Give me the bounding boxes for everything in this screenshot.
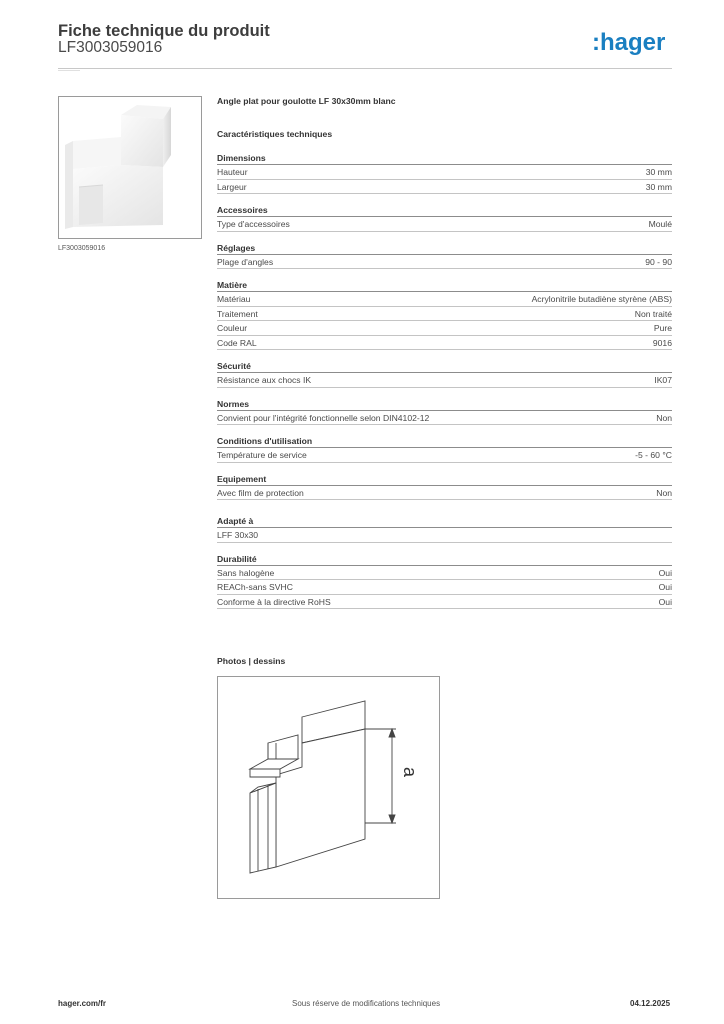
group-title: Adapté à	[217, 514, 672, 528]
group-title: Conditions d'utilisation	[217, 434, 672, 448]
spec-row	[217, 566, 672, 581]
spec-value: Pure	[653, 323, 672, 333]
spec-value: Oui	[658, 567, 672, 578]
spec-row	[217, 217, 672, 232]
spec-value: Non traité	[634, 308, 672, 319]
spec-row	[217, 336, 672, 351]
spec-section	[217, 96, 672, 618]
spec-label: Sans halogène	[217, 567, 275, 578]
spec-value: IK07	[654, 375, 672, 385]
spec-label: Hauteur	[217, 167, 248, 177]
spec-label: Convient pour l'intégrité fonctionnelle selon DIN4102-12	[217, 412, 430, 423]
spec-row	[217, 180, 672, 195]
spec-label: LFF 30x30	[217, 530, 259, 540]
spec-value: Oui	[658, 582, 672, 592]
spec-row	[217, 528, 672, 543]
spec-row	[217, 411, 672, 426]
spec-row	[217, 307, 672, 322]
spec-value: Moulé	[648, 219, 672, 229]
spec-label: Avec film de protection	[217, 487, 304, 498]
group-title: Dimensions	[217, 151, 672, 165]
spec-group-durabilite	[217, 552, 672, 610]
spec-value: 90 - 90	[645, 256, 672, 267]
group-title: Sécurité	[217, 359, 672, 373]
footer-disclaimer: Sous réserve de modifications techniques	[292, 999, 441, 1008]
page-title: Fiche technique du produit	[58, 22, 270, 40]
spec-label: Largeur	[217, 181, 247, 192]
spec-group-securite	[217, 359, 672, 388]
header-divider-accent	[58, 70, 80, 71]
spec-group-conditions	[217, 434, 672, 463]
spec-label: Traitement	[217, 308, 258, 319]
spec-value: 30 mm	[645, 167, 672, 177]
product-name: Angle plat pour goulotte LF 30x30mm blanc	[217, 96, 396, 106]
photos-heading: Photos | dessins	[217, 656, 286, 666]
spec-row	[217, 165, 672, 180]
spec-value: Non	[656, 412, 672, 423]
product-image	[58, 96, 202, 239]
logo-text: :hager	[592, 29, 666, 56]
spec-group-equipement	[217, 472, 672, 501]
spec-group-adapte	[217, 514, 672, 543]
group-title: Normes	[217, 397, 672, 411]
spec-label: Conforme à la directive RoHS	[217, 596, 331, 607]
technical-drawing	[217, 676, 440, 899]
spec-row	[217, 255, 672, 270]
product-image-caption: LF3003059016	[58, 245, 106, 252]
spec-value: Acrylonitrile butadiène styrène (ABS)	[531, 294, 672, 304]
spec-value: 9016	[652, 337, 672, 348]
spec-value: Non	[656, 487, 672, 498]
spec-label: REACh-sans SVHC	[217, 582, 293, 592]
product-reference: LF3003059016	[58, 39, 163, 56]
spec-value: -5 - 60 °C	[635, 450, 672, 460]
spec-row	[217, 373, 672, 388]
spec-label: Température de service	[217, 450, 307, 460]
spec-label: Résistance aux chocs IK	[217, 375, 312, 385]
group-title: Equipement	[217, 472, 672, 486]
header-divider	[58, 68, 672, 69]
group-title: Accessoires	[217, 203, 672, 217]
spec-row	[217, 321, 672, 336]
spec-label: Type d'accessoires	[217, 219, 290, 229]
spec-label: Couleur	[217, 323, 248, 333]
hager-logo	[592, 28, 676, 58]
angle-drawing-icon	[218, 677, 439, 898]
spec-row	[217, 595, 672, 610]
dimension-label: a	[400, 767, 420, 778]
spec-group-accessoires	[217, 203, 672, 232]
spec-label: Code RAL	[217, 337, 257, 348]
spec-group-normes	[217, 397, 672, 426]
spec-label: Plage d'angles	[217, 256, 274, 267]
spec-row	[217, 292, 672, 307]
group-title: Réglages	[217, 241, 672, 255]
spec-value: 30 mm	[645, 181, 672, 192]
spec-row	[217, 580, 672, 595]
spec-row	[217, 448, 672, 463]
footer-website[interactable]: hager.com/fr	[58, 999, 107, 1008]
spec-group-dimensions	[217, 151, 672, 194]
group-title: Durabilité	[217, 552, 672, 566]
product-photo-icon	[59, 97, 201, 238]
spec-heading: Caractéristiques techniques	[217, 129, 333, 139]
spec-value: Oui	[658, 596, 672, 607]
spec-group-reglages	[217, 241, 672, 270]
spec-row	[217, 486, 672, 501]
spec-label: Matériau	[217, 294, 251, 304]
footer-date: 04.12.2025	[630, 999, 671, 1008]
group-title: Matière	[217, 278, 672, 292]
spec-group-matiere	[217, 278, 672, 350]
